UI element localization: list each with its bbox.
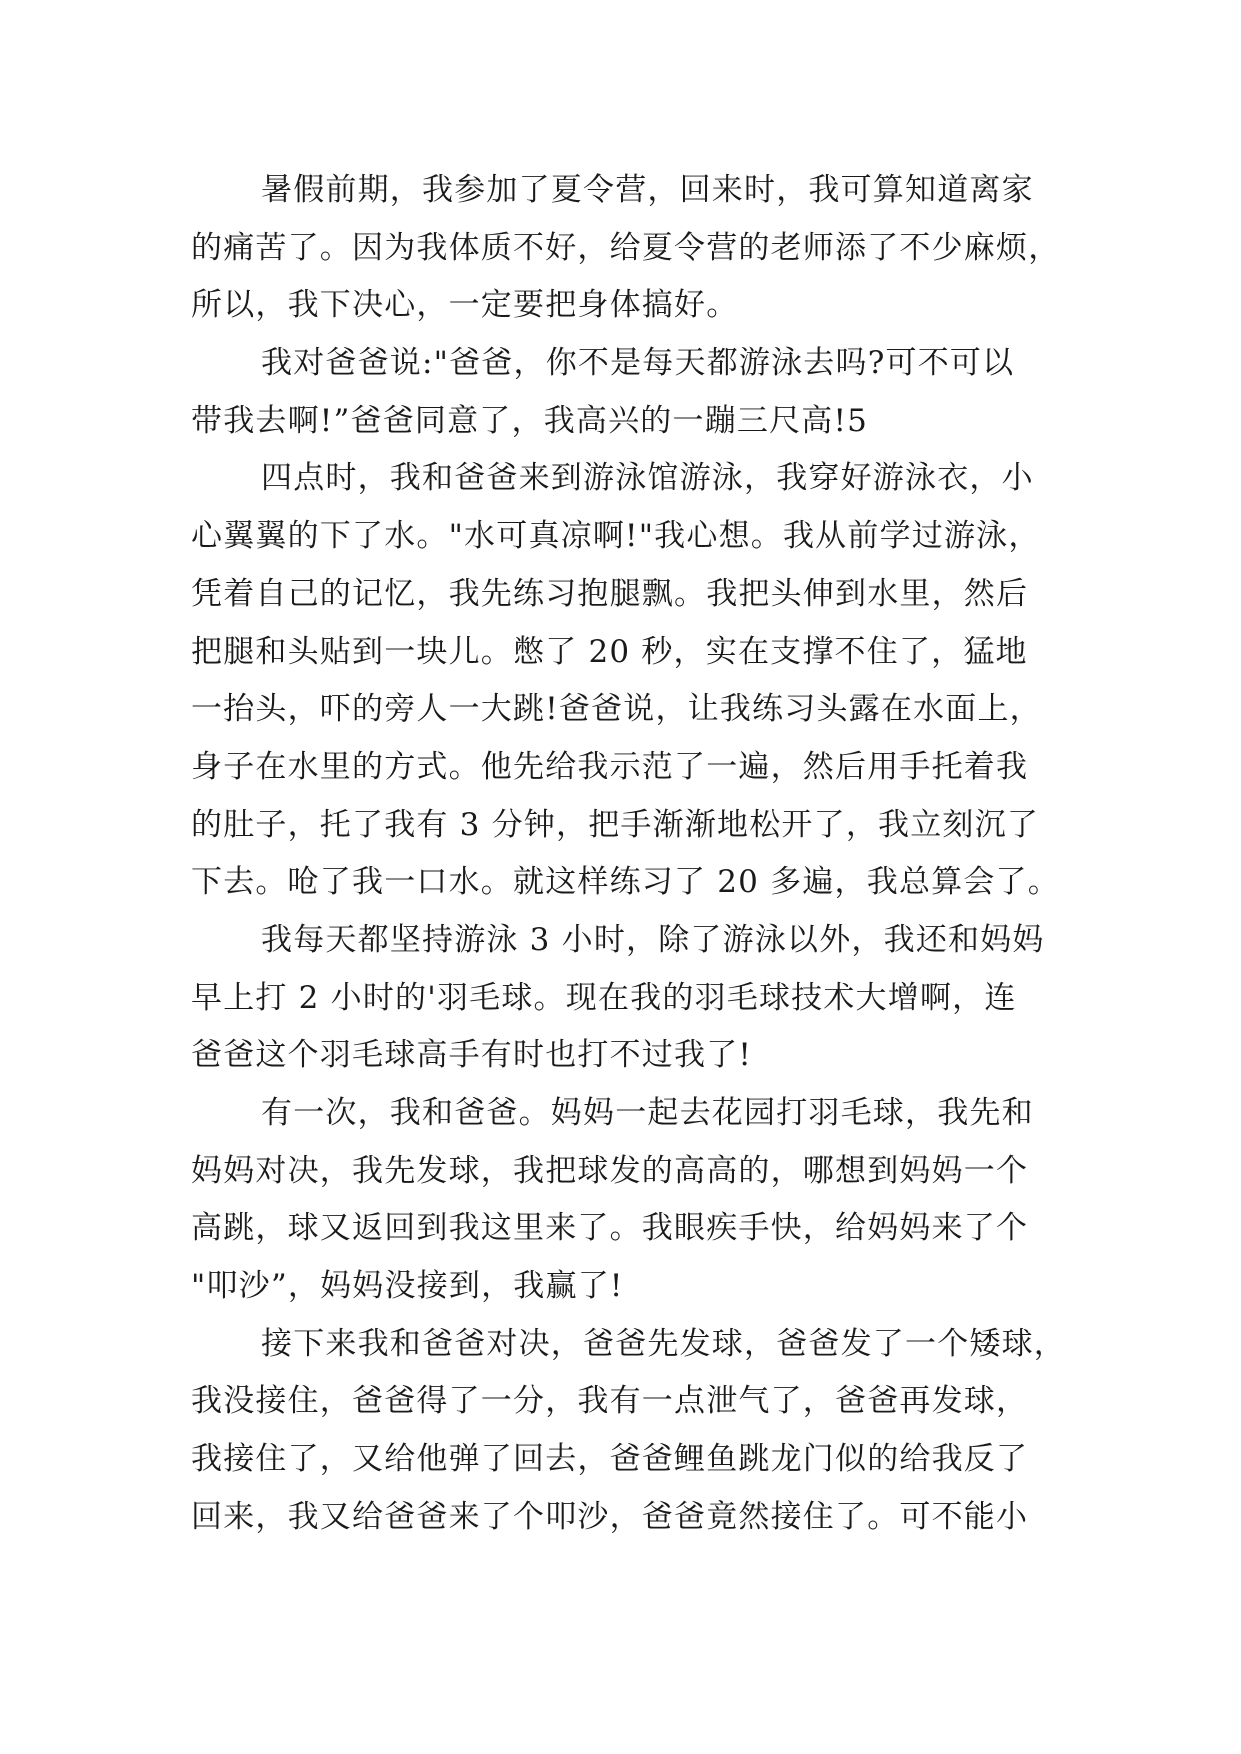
- text-line: 身子在水里的方式。他先给我示范了一遍，然后用手托着我: [191, 748, 1029, 785]
- paragraph: [191, 1085, 1071, 1316]
- text-line: 所以，我下决心，一定要把身体搞好。: [191, 287, 739, 324]
- text-line: 接下来我和爸爸对决，爸爸先发球，爸爸发了一个矮球，: [261, 1325, 1066, 1362]
- text-line: 有一次，我和爸爸。妈妈一起去花园打羽毛球，我先和: [261, 1095, 1034, 1131]
- text-line: "叩沙”，妈妈没接到，我赢了!: [191, 1268, 624, 1305]
- text-line: 爸爸这个羽毛球高手有时也打不过我了!: [191, 1037, 753, 1074]
- paragraph: [191, 162, 1071, 335]
- text-line: 高跳，球又返回到我这里来了。我眼疾手快，给妈妈来了个: [191, 1210, 1029, 1247]
- text-line: 暑假前期，我参加了夏令营，回来时，我可算知道离家: [261, 172, 1034, 208]
- paragraph: [191, 912, 1071, 1085]
- text-line: 下去。呛了我一口水。就这样练习了 20 多遍，我总算会了。: [191, 864, 1060, 901]
- text-line: 妈妈对决，我先发球，我把球发的高高的，哪想到妈妈一个: [191, 1152, 1029, 1189]
- text-line: 我每天都坚持游泳 3 小时，除了游泳以外，我还和妈妈: [261, 921, 1045, 958]
- paragraph: [191, 450, 1071, 912]
- text-line: 我对爸爸说:"爸爸，你不是每天都游泳去吗?可不可以: [261, 345, 1015, 382]
- text-line: 早上打 2 小时的'羽毛球。现在我的羽毛球技术大增啊，连: [191, 979, 1017, 1016]
- text-line: 把腿和头贴到一块儿。憋了 20 秒，实在支撑不住了，猛地: [191, 633, 1028, 670]
- text-line: 我没接住，爸爸得了一分，我有一点泄气了，爸爸再发球，: [191, 1383, 1029, 1420]
- paragraph: [191, 335, 1071, 450]
- text-line: 心翼翼的下了水。"水可真凉啊!"我心想。我从前学过游泳，: [191, 518, 1041, 555]
- text-line: 我接住了，又给他弹了回去，爸爸鲤鱼跳龙门似的给我反了: [191, 1441, 1029, 1478]
- text-line: 四点时，我和爸爸来到游泳馆游泳，我穿好游泳衣，小: [261, 460, 1034, 497]
- text-line: 一抬头，吓的旁人一大跳!爸爸说，让我练习头露在水面上，: [191, 691, 1042, 728]
- text-line: 回来，我又给爸爸来了个叩沙，爸爸竟然接住了。可不能小: [191, 1498, 1029, 1535]
- text-line: 的肚子，托了我有 3 分钟，把手渐渐地松开了，我立刻沉了: [191, 806, 1040, 843]
- text-line: 的痛苦了。因为我体质不好，给夏令营的老师添了不少麻烦，: [191, 229, 1061, 266]
- essay-body: [191, 162, 1071, 1547]
- paragraph: [191, 1316, 1071, 1547]
- text-line: 凭着自己的记忆，我先练习抱腿飘。我把头伸到水里，然后: [191, 575, 1029, 612]
- text-line: 带我去啊!”爸爸同意了，我高兴的一蹦三尺高!5: [191, 402, 869, 439]
